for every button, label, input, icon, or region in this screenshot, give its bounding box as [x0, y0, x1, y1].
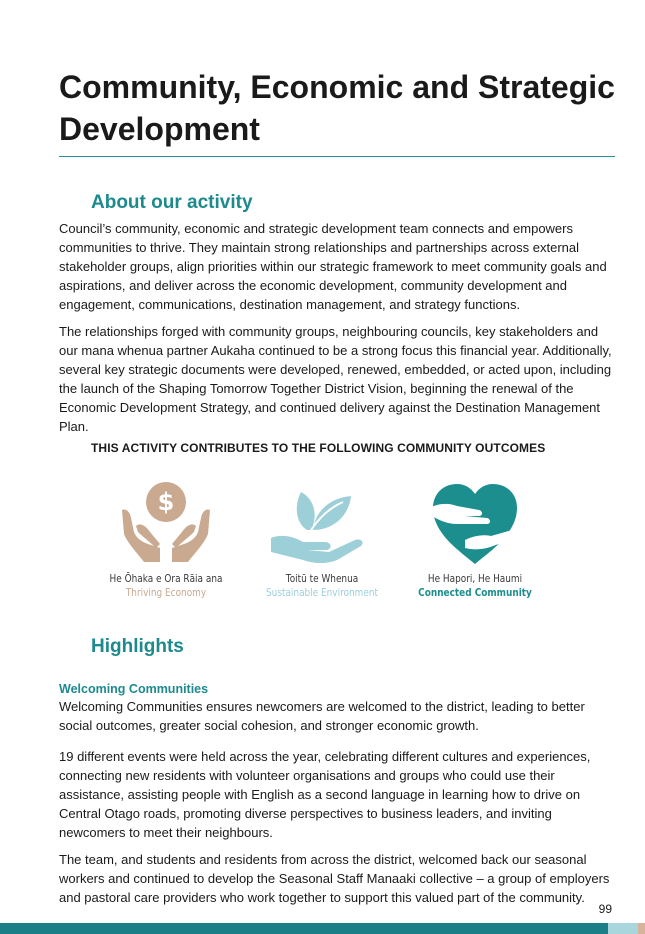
highlights-heading: Highlights	[91, 636, 184, 657]
title-divider	[59, 156, 615, 157]
about-paragraph-1: Council’s community, economic and strategic development team connects and empowers communities to thrive. They maintain strong relationships and partnerships across external stakeholder groups, align priorities within our strategic framework to meet community goals and aspirations, and deliver across the economic development, community development and engagement, communications, destination management, and strategy functions.	[59, 221, 607, 312]
outcome-sustainable-environment	[247, 478, 397, 600]
outcome-maori-label: Toitū te Whenua	[285, 573, 359, 585]
page-title: Community, Economic and Strategic Development	[59, 69, 615, 147]
highlights-paragraph-3: The team, and students and residents from across the district, welcomed back our seasonal workers and continued to develop the Seasonal Staff Manaaki collective – a group of employers and pastoral care providers who work together to support this valued part of the community.	[59, 852, 610, 905]
outcome-maori-label: He Ōhaka e Ora Rāia ana	[109, 573, 223, 585]
hands-dollar-icon	[118, 478, 214, 566]
outcomes-heading: THIS ACTIVITY CONTRIBUTES TO THE FOLLOWING COMMUNITY OUTCOMES	[91, 441, 546, 455]
dollar-sign: $	[157, 488, 175, 516]
highlights-paragraph-2: 19 different events were held across the year, celebrating different cultures and experiences, connecting new residents with volunteer organisations and groups who could use their assistance, assisting people with English as a second language in learning how to drive on Central Otago roads, promoting diverse perspectives to business leaders, and inviting newcomers to meet their neighbours.	[59, 749, 591, 840]
page-number: 99	[598, 902, 612, 916]
outcome-connected-community	[400, 478, 550, 600]
heart-hands-icon	[427, 478, 523, 566]
outcome-english-label: Connected Community	[418, 587, 532, 599]
about-heading: About our activity	[91, 192, 253, 213]
footer-bar-teal	[0, 923, 608, 934]
outcome-english-label: Sustainable Environment	[265, 587, 379, 599]
footer-bar-tan	[638, 923, 645, 934]
welcoming-communities-subheading: Welcoming Communities	[59, 682, 209, 696]
about-paragraph-2: The relationships forged with community groups, neighbouring councils, key stakeholders and our mana whenua partner Aukaha continued to be a strong focus this financial year. Additionally, several key strategic documents were developed, renewed, embedded, or acted upon, including the launch of the Shaping Tomorrow Together District Vision, beginning the renewal of the Economic Development Strategy, and continued delivery against the Destination Management Plan.	[59, 324, 612, 434]
hand-leaf-icon	[267, 478, 377, 566]
outcome-maori-label: He Hapori, He Haumi	[427, 573, 523, 585]
footer-bar-light	[608, 923, 638, 934]
outcome-english-label: Thriving Economy	[125, 587, 207, 599]
outcome-thriving-economy	[91, 478, 241, 600]
highlights-paragraph-1: Welcoming Communities ensures newcomers are welcomed to the district, leading to better social outcomes, greater social cohesion, and stronger economic growth.	[59, 699, 585, 733]
